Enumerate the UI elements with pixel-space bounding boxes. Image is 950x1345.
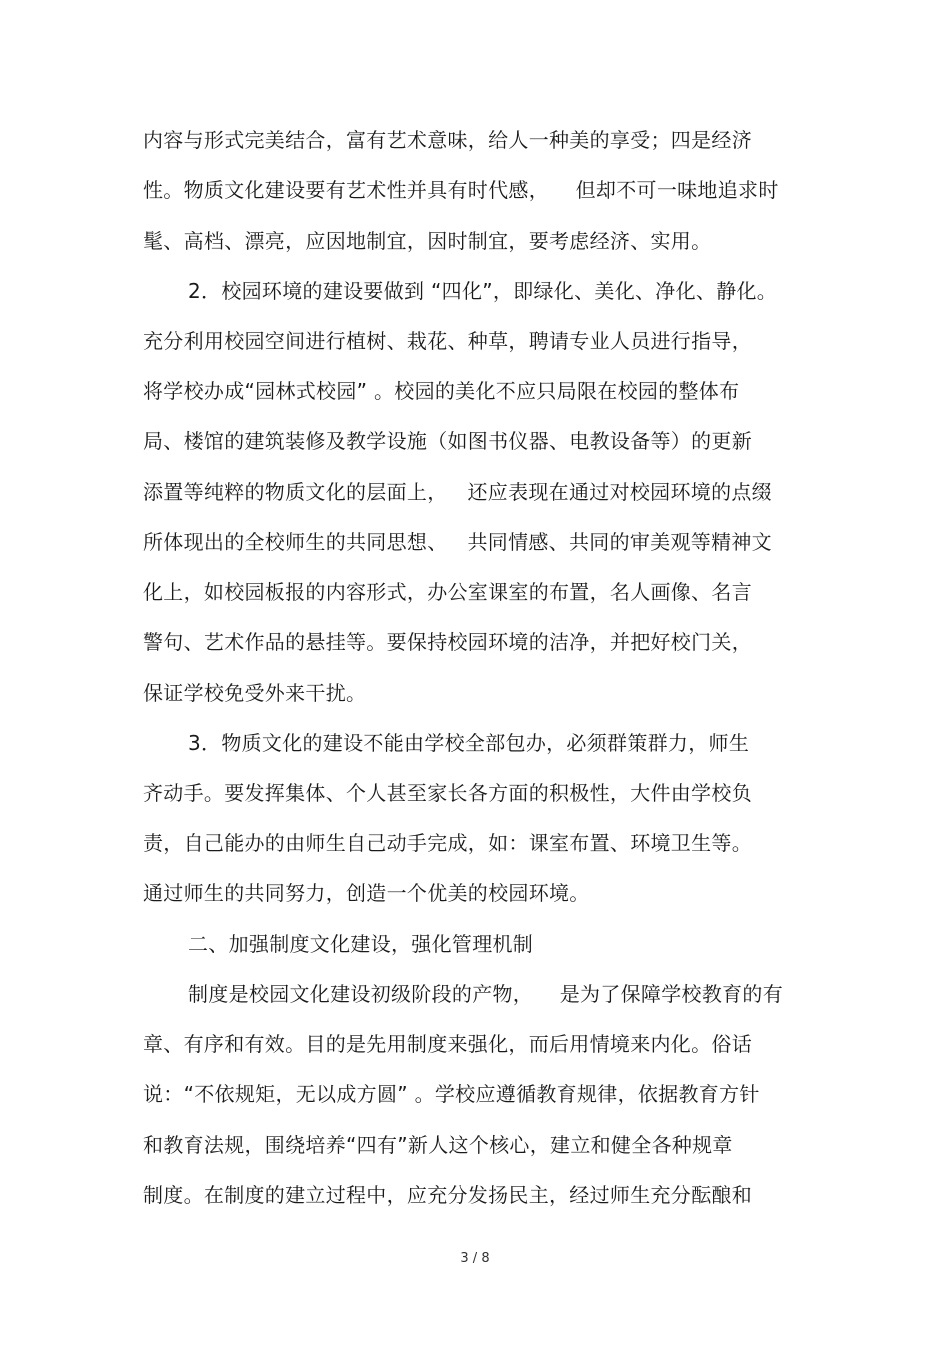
paragraph-line: 局、楼馆的建筑装修及教学设施（如图书仪器、电教设备等）的更新 <box>143 429 752 453</box>
paragraph-line: 责，自己能办的由师生自己动手完成，如：课室布置、环境卫生等。 <box>143 831 752 855</box>
paragraph-line: 3．物质文化的建设不能由学校全部包办，必须群策群力，师生 <box>188 731 750 755</box>
paragraph-line: 警句、艺术作品的悬挂等。要保持校园环境的洁净，并把好校门关， <box>143 630 752 654</box>
paragraph-line: 齐动手。要发挥集体、个人甚至家长各方面的积极性，大件由学校负 <box>143 781 752 805</box>
paragraph-line: 所体现出的全校师生的共同思想、 共同情感、共同的审美观等精神文 <box>143 530 772 554</box>
paragraph-line: 章、有序和有效。目的是先用制度来强化，而后用情境来内化。俗话 <box>143 1032 752 1056</box>
section-heading: 二、加强制度文化建设，强化管理机制 <box>188 932 534 956</box>
paragraph-line: 2．校园环境的建设要做到 “四化”，即绿化、美化、净化、静化。 <box>188 279 778 303</box>
page-number: 3 / 8 <box>460 1251 490 1266</box>
paragraph-line: 制度是校园文化建设初级阶段的产物， 是为了保障学校教育的有 <box>188 982 784 1006</box>
paragraph-line: 说：“不依规矩，无以成方圆” 。学校应遵循教育规律，依据教育方针 <box>143 1082 760 1106</box>
paragraph-line: 添置等纯粹的物质文化的层面上， 还应表现在通过对校园环境的点缀 <box>143 480 772 504</box>
paragraph-line: 和教育法规，围绕培养“四有”新人这个核心，建立和健全各种规章 <box>143 1133 733 1157</box>
paragraph-line: 充分利用校园空间进行植树、栽花、种草，聘请专业人员进行指导， <box>143 329 752 353</box>
paragraph-line: 髦、高档、漂亮，应因地制宜，因时制宜，要考虑经济、实用。 <box>143 229 712 253</box>
paragraph-line: 通过师生的共同努力，创造一个优美的校园环境。 <box>143 881 590 905</box>
paragraph-line: 内容与形式完美结合，富有艺术意味，给人一种美的享受；四是经济 <box>143 128 752 152</box>
paragraph-line: 保证学校免受外来干扰。 <box>143 681 367 705</box>
paragraph-line: 化上，如校园板报的内容形式，办公室课室的布置，名人画像、名言 <box>143 580 752 604</box>
paragraph-line: 性。物质文化建设要有艺术性并具有时代感， 但却不可一味地追求时 <box>143 178 779 202</box>
paragraph-line: 将学校办成“园林式校园” 。校园的美化不应只局限在校园的整体布 <box>143 379 740 403</box>
paragraph-line: 制度。在制度的建立过程中，应充分发扬民主，经过师生充分酝酿和 <box>143 1183 752 1207</box>
